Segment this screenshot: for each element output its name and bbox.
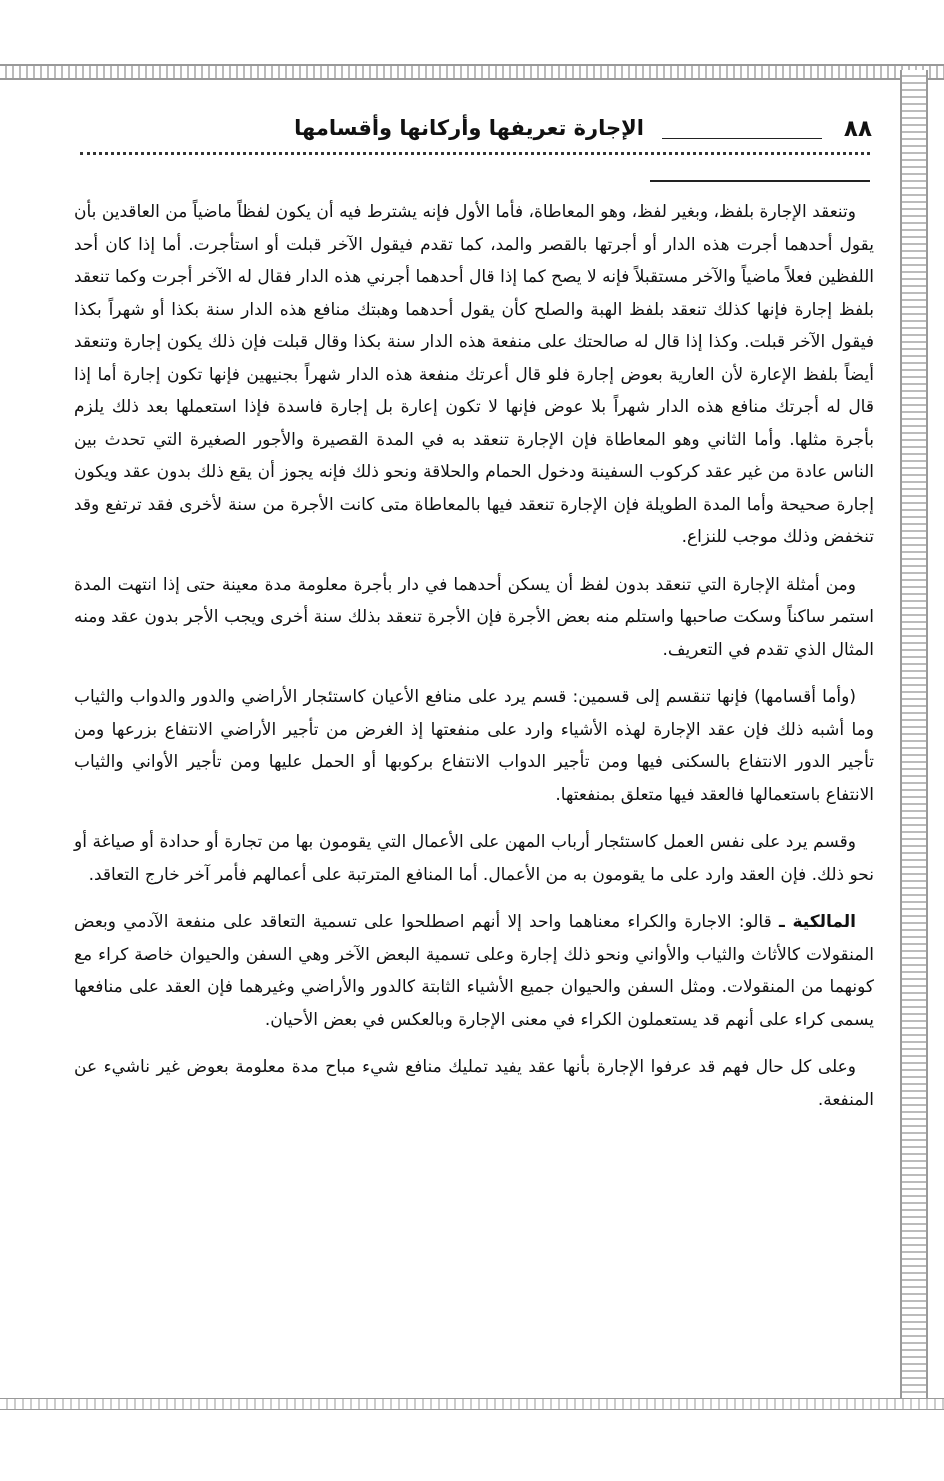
- ornamental-border-bottom: [0, 1398, 944, 1410]
- paragraph: [74, 569, 874, 667]
- ornamental-border-top: [0, 64, 944, 80]
- paragraph-text: وتنعقد الإجارة بلفظ، وبغير لفظ، وهو المعاطاة، فأما الأول فإنه يشترط فيه أن يكون لفظاً ماضياً من العاقدين بأن يقول أحدهما أجرت هذه الدار أو أجرتها بالقصر والمد، كما تقدم فيقول الآخر قبلت أو استأجرت. أما إذا كان أحد اللفظين فعلاً ماضياً والآخر مستقبلاً فإنه لا يصح كما إذا قال أحدهما أجرني هذه الدار فقال له الآخر أجرت وكما تنعقد بلفظ إجارة فإنها كذلك تنعقد بلفظ الهبة والصلح كأن يقول أحدهما وهبتك منافع هذه الدار سنة بكذا أو شهراً بكذا فيقول الآخر قبلت. وكذا إذا قال له صالحتك على منفعة هذه الدار سنة بكذا وقال قبلت فإن ذلك يكون إجارة وتنعقد أيضاً بلفظ الإعارة لأن العارية بعوض إجارة فلو قال أعرتك منفعة هذه الدار شهراً بجنيهين فإنها تكون إجارة أما إذا قال له أجرتك منافع هذه الدار شهراً بلا عوض فإنها لا تكون إعارة بل إجارة فاسدة فإذا استعملها بعد ذلك يلزم بأجرة مثلها. وأما الثاني وهو المعاطاة فإن الإجارة تنعقد به في المدة القصيرة والأجور الصغيرة التي تحدث بين الناس عادة من غير عقد كركوب السفينة ودخول الحمام والحلاقة ونحو ذلك فإنه يجوز أن يقع ذلك بدون عقد ويكون إجارة صحيحة وأما المدة الطويلة فإن الإجارة تنعقد فيها بالمعاطاة متى كانت الأجرة من سنة لأخرى فقد ترتفع وقد تنخفض وذلك موجب للنزاع.: [74, 202, 874, 547]
- paragraph: [74, 826, 874, 891]
- paragraph: [74, 906, 874, 1036]
- paragraph-lead: المالكية ـ: [778, 912, 856, 932]
- paragraph: [74, 1051, 874, 1116]
- section-rule: [650, 180, 870, 182]
- page-header: [80, 116, 872, 152]
- paragraph-text: وعلى كل حال فهم قد عرفوا الإجارة بأنها عقد يفيد تمليك منافع شيء مباح مدة معلومة بعوض غير ناشيء عن المنفعة.: [74, 1057, 874, 1110]
- ornamental-border-right: [900, 70, 928, 1410]
- header-rule: [662, 138, 822, 139]
- dotted-divider: [80, 152, 870, 155]
- paragraph-text: قالو: الاجارة والكراء معناهما واحد إلا أنهم اصطلحوا على تسمية التعاقد على منفعة الآدمي وبعض المنقولات كالأثاث والثياب والأواني ونحو ذلك إجارة وعلى تسمية البعض الآخر وهي السفن والحيوان خاصة كراء مع كونهما من المنقولات. ومثل السفن والحيوان جميع الأشياء الثابتة كالدور والأراضي وغيرهما فإن العقد على منافعها يسمى كراء على أنهم قد يستعملون الكراء في معنى الإجارة وبالعكس في بعض الأحيان.: [74, 912, 874, 1030]
- page-number: ٨٨: [843, 116, 872, 142]
- page-body: [74, 196, 874, 1131]
- running-title: الإجارة تعريفها وأركانها وأقسامها: [294, 116, 644, 140]
- paragraph: [74, 196, 874, 554]
- paragraph-text: وقسم يرد على نفس العمل كاستئجار أرباب المهن على الأعمال التي يقومون بها من تجارة أو حدادة أو صياغة أو نحو ذلك. فإن العقد وارد على ما يقومون به من الأعمال. أما المنافع المترتبة على أعمالهم فأمر آخر خارج التعاقد.: [74, 832, 874, 885]
- paragraph-text: ومن أمثلة الإجارة التي تنعقد بدون لفظ أن يسكن أحدهما في دار بأجرة معلومة مدة معينة حتى إذا انتهت المدة استمر ساكناً وسكت صاحبها واستلم منه بعض الأجرة فإن الأجرة تنعقد بذلك سنة أخرى ويجب الأجر بدون عقد ومنه المثال الذي تقدم في التعريف.: [74, 574, 874, 660]
- paragraph: [74, 681, 874, 811]
- paragraph-text: (وأما أقسامها) فإنها تنقسم إلى قسمين: قسم يرد على منافع الأعيان كاستئجار الأراضي والدور والدواب والثياب وما أشبه ذلك فإن عقد الإجارة لهذه الأشياء وارد على منفعتها إذ الغرض من تأجير الأراضي الانتفاع بزرعها ومن تأجير الدور الانتفاع بالسكنى فيها ومن تأجير الدواب الانتفاع بركوبها أو الحمل عليها ومن تأجير الأواني والثياب الانتفاع باستعمالها فالعقد فيها متعلق بمنفعتها.: [74, 687, 874, 805]
